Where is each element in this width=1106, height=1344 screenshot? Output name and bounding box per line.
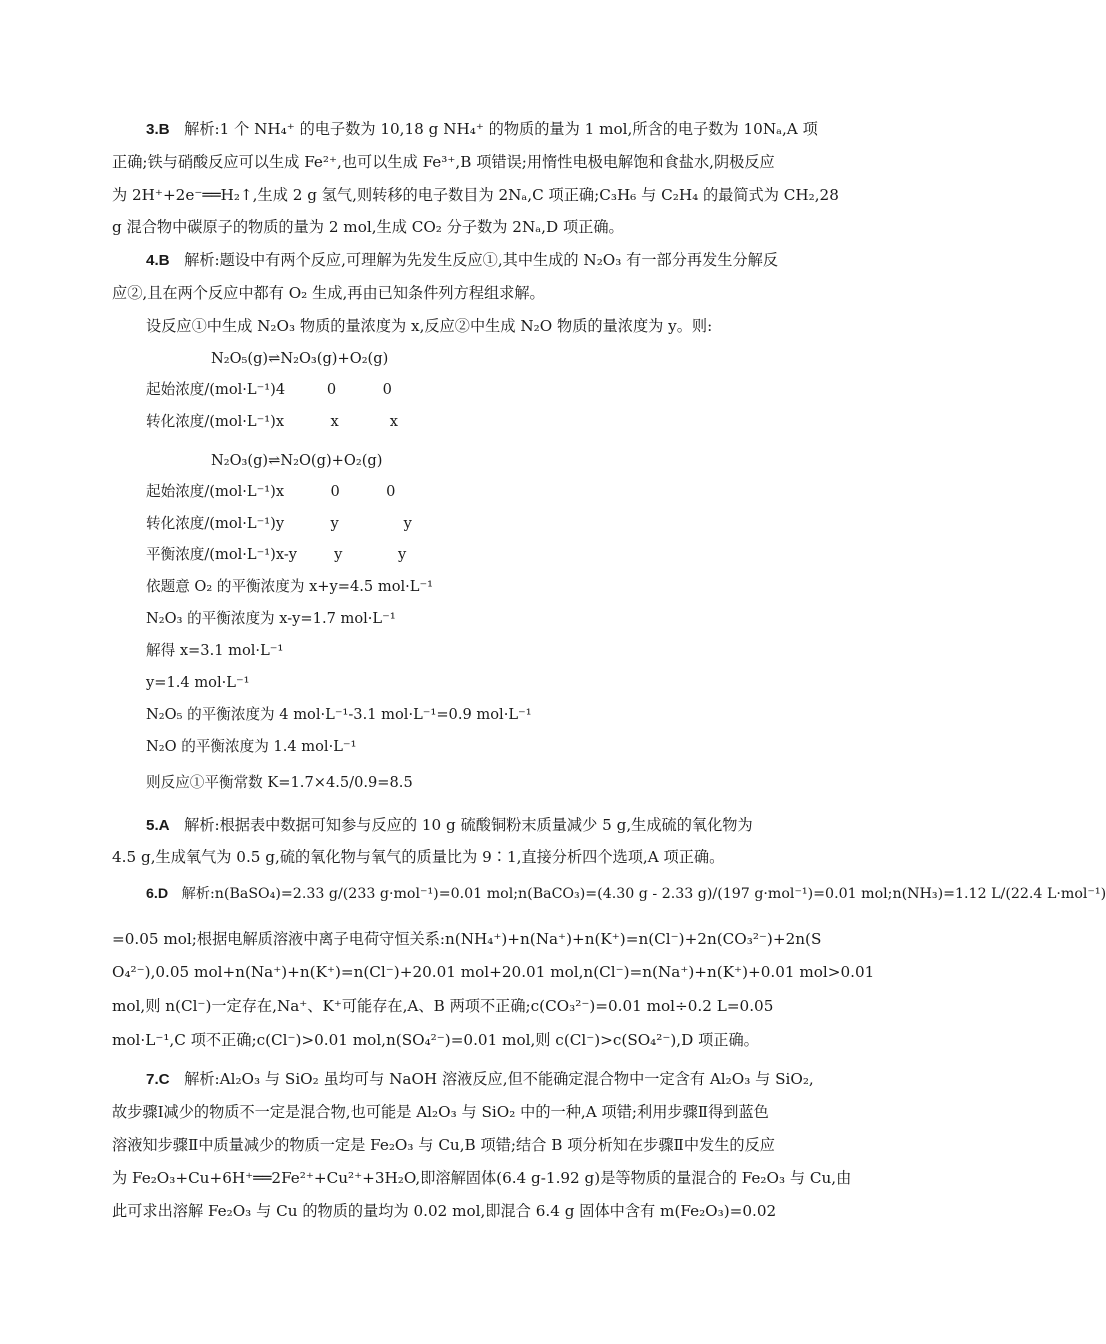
q3-number: 3. (146, 121, 159, 138)
q4-line-o2: 依题意 O₂ 的平衡浓度为 x+y=4.5 mol·L⁻¹ (146, 578, 434, 595)
q4-line-2: 应②,且在两个反应中都有 O₂ 生成,再由已知条件列方程组求解。 (112, 284, 545, 302)
q7-line-2: 故步骤Ⅰ减少的物质不一定是混合物,也可能是 Al₂O₃ 与 SiO₂ 中的一种,A 项错;利用步骤Ⅱ得到蓝色 (112, 1103, 769, 1121)
q7-text-1: 解析:Al₂O₃ 与 SiO₂ 虽均可与 NaOH 溶液反应,但不能确定混合物中一定含有 Al₂O₃ 与 SiO₂, (184, 1070, 814, 1088)
q5-answer: A (158, 817, 170, 834)
q4-equation-2: N₂O₃(g)⇌N₂O(g)+O₂(g) (146, 452, 383, 469)
q3-line-3: 为 2H⁺+2e⁻══H₂↑,生成 2 g 氢气,则转移的电子数目为 2Nₐ,C 项正确;C₃H₆ 与 C₂H₄ 的最简式为 CH₂,28 (112, 186, 839, 204)
q6-text-1: 解析:n(BaSO₄)=2.33 g/(233 g·mol⁻¹)=0.01 mol;n(BaCO₃)=(4.30 g - 2.33 g)/(197 g·mol⁻¹)=0.01 mol;n(NH₃)=1.12 L/(22.4 L·mol⁻¹) (181, 886, 1106, 902)
q6-line-1 (146, 884, 1106, 904)
q3-line-1 (146, 119, 818, 140)
q4-eq1-initial: 起始浓度/(mol·L⁻¹)4 0 0 (146, 381, 392, 398)
q6-answer: D (157, 886, 169, 902)
q4-text-1: 解析:题设中有两个反应,可理解为先发生反应①,其中生成的 N₂O₃ 有一部分再发生分解反 (184, 251, 779, 269)
q6-number: 6. (146, 886, 158, 902)
q5-number: 5. (146, 817, 159, 834)
q5-line-2: 4.5 g,生成氧气为 0.5 g,硫的氧化物与氧气的质量比为 9∶1,直接分析四个选项,A 项正确。 (112, 848, 725, 866)
q4-eq2-initial: 起始浓度/(mol·L⁻¹)x 0 0 (146, 483, 396, 500)
q4-line-solve-y: y=1.4 mol·L⁻¹ (146, 674, 250, 691)
q3-answer: B (158, 121, 170, 138)
q5-text-1: 解析:根据表中数据可知参与反应的 10 g 硫酸铜粉末质量减少 5 g,生成硫的氧化物为 (184, 816, 753, 834)
q4-line-k: 则反应①平衡常数 K=1.7×4.5/0.9=8.5 (146, 774, 413, 791)
q4-eq2-equilibrium: 平衡浓度/(mol·L⁻¹)x-y y y (146, 546, 407, 563)
q4-line-3: 设反应①中生成 N₂O₃ 物质的量浓度为 x,反应②中生成 N₂O 物质的量浓度为 y。则: (146, 317, 713, 335)
q6-line-3: O₄²⁻),0.05 mol+n(Na⁺)+n(K⁺)=n(Cl⁻)+20.01 mol+20.01 mol,n(Cl⁻)=n(Na⁺)+n(K⁺)+0.01 mol>0.01 (112, 963, 875, 981)
q3-line-2: 正确;铁与硝酸反应可以生成 Fe²⁺,也可以生成 Fe³⁺,B 项错误;用惰性电极电解饱和食盐水,阴极反应 (112, 153, 775, 171)
q6-line-5: mol·L⁻¹,C 项不正确;c(Cl⁻)>0.01 mol,n(SO₄²⁻)=0.01 mol,则 c(Cl⁻)>c(SO₄²⁻),D 项正确。 (112, 1031, 759, 1049)
q3-line-4: g 混合物中碳原子的物质的量为 2 mol,生成 CO₂ 分子数为 2Nₐ,D 项正确。 (112, 218, 624, 236)
q4-number: 4. (146, 252, 159, 269)
q4-equation-1: N₂O₅(g)⇌N₂O₃(g)+O₂(g) (146, 350, 389, 367)
q4-line-n2o5: N₂O₅ 的平衡浓度为 4 mol·L⁻¹-3.1 mol·L⁻¹=0.9 mol·L⁻¹ (146, 706, 532, 723)
q4-answer: B (158, 252, 170, 269)
q4-line-solve-x: 解得 x=3.1 mol·L⁻¹ (146, 642, 284, 659)
q4-line-1 (146, 250, 778, 271)
q6-line-4: mol,则 n(Cl⁻)一定存在,Na⁺、K⁺可能存在,A、B 两项不正确;c(CO₃²⁻)=0.01 mol÷0.2 L=0.05 (112, 997, 774, 1015)
q7-answer: C (158, 1071, 170, 1088)
q4-line-n2o: N₂O 的平衡浓度为 1.4 mol·L⁻¹ (146, 738, 357, 755)
q6-line-2: =0.05 mol;根据电解质溶液中离子电荷守恒关系:n(NH₄⁺)+n(Na⁺)+n(K⁺)=n(Cl⁻)+2n(CO₃²⁻)+2n(S (112, 930, 822, 948)
q4-eq1-change: 转化浓度/(mol·L⁻¹)x x x (146, 413, 398, 430)
q4-line-n2o3: N₂O₃ 的平衡浓度为 x-y=1.7 mol·L⁻¹ (146, 610, 396, 627)
q5-line-1 (146, 815, 753, 836)
q7-line-5: 此可求出溶解 Fe₂O₃ 与 Cu 的物质的量均为 0.02 mol,即混合 6.4 g 固体中含有 m(Fe₂O₃)=0.02 (112, 1202, 777, 1220)
q7-line-1 (146, 1069, 814, 1090)
q7-number: 7. (146, 1071, 159, 1088)
q7-line-4: 为 Fe₂O₃+Cu+6H⁺══2Fe²⁺+Cu²⁺+3H₂O,即溶解固体(6.4 g-1.92 g)是等物质的量混合的 Fe₂O₃ 与 Cu,由 (112, 1169, 852, 1187)
q3-text-1: 解析:1 个 NH₄⁺ 的电子数为 10,18 g NH₄⁺ 的物质的量为 1 mol,所含的电子数为 10Nₐ,A 项 (184, 120, 818, 138)
q4-eq2-change: 转化浓度/(mol·L⁻¹)y y y (146, 515, 412, 532)
q7-line-3: 溶液知步骤Ⅱ中质量减少的物质一定是 Fe₂O₃ 与 Cu,B 项错;结合 B 项分析知在步骤Ⅱ中发生的反应 (112, 1136, 775, 1154)
